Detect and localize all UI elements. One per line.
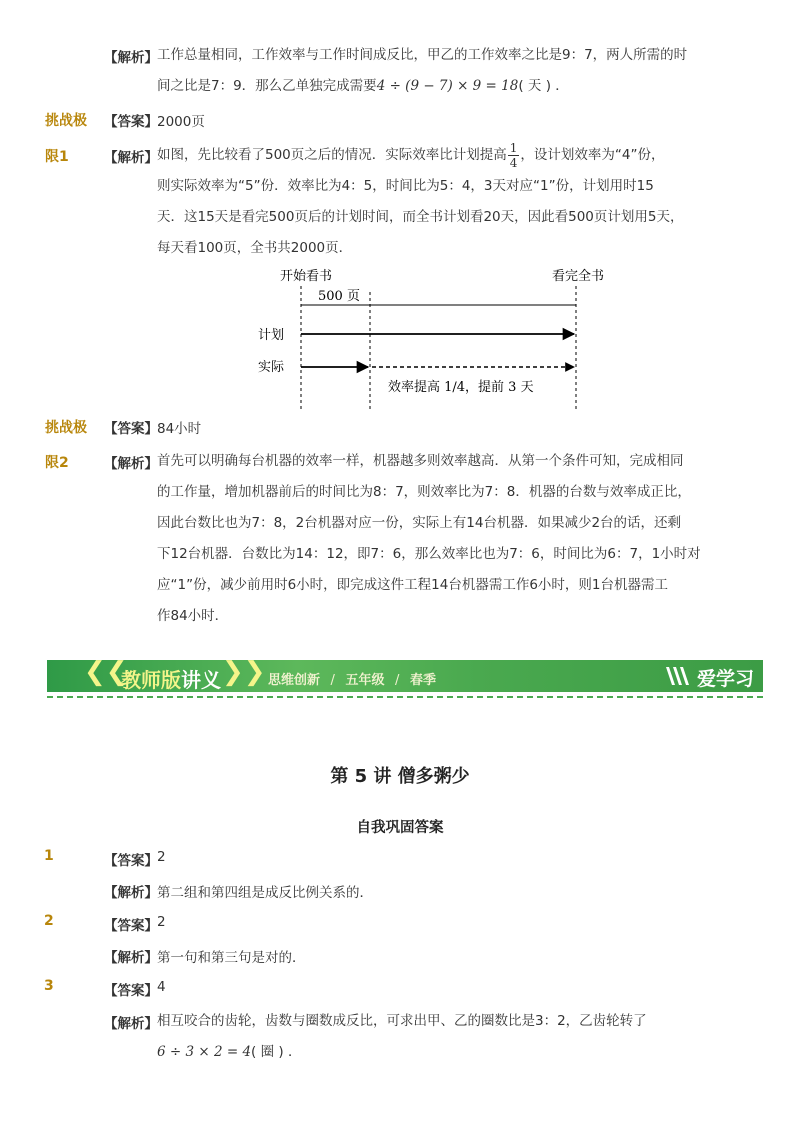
chevron-left-icon: ❮❮ bbox=[84, 657, 128, 687]
level-label-sub: 限2 bbox=[45, 455, 69, 471]
answer-value: 2000页 bbox=[157, 114, 205, 130]
analysis-line: 则实际效率为“5”份．效率比为4：5，时间比为5：4，3天对应“1”份，计划用时15 bbox=[157, 178, 654, 194]
analysis-line: 相互咬合的齿轮，齿数与圈数成反比，可求出甲、乙的圈数比是3：2，乙齿轮转了 bbox=[157, 1013, 647, 1029]
item-number: 1 bbox=[44, 848, 54, 864]
answer-tag: 【答案】 bbox=[104, 983, 158, 999]
answer-value: 84小时 bbox=[157, 421, 202, 437]
analysis-line-text: ，设计划效率为“4”份， bbox=[520, 147, 665, 163]
analysis-tag: 【解析】 bbox=[104, 150, 158, 166]
chevron-right-icon: ❯❯ bbox=[222, 657, 266, 687]
lecture-title: 第 5 讲 僧多粥少 bbox=[330, 766, 470, 787]
analysis-tag: 【解析】 bbox=[104, 950, 158, 966]
analysis-line: 下12台机器．台数比为14：12，即7：6，那么效率比也为7：6，时间比为6：7，1小时对 bbox=[157, 546, 701, 562]
analysis-text: 第一句和第三句是对的． bbox=[157, 950, 306, 966]
start-label: 开始看书 bbox=[280, 269, 333, 284]
analysis-math: 6 ÷ 3 × 2 = 4 bbox=[157, 1044, 252, 1060]
answer-value: 2 bbox=[157, 914, 166, 930]
banner-sub-course: 思维创新 bbox=[268, 673, 321, 688]
reading-plan-diagram bbox=[250, 262, 620, 414]
analysis-math-unit: ( 圈 ) ． bbox=[251, 1044, 302, 1060]
banner-title bbox=[121, 664, 221, 693]
banner-title-lead: 教师版 bbox=[121, 668, 181, 692]
answer-tag: 【答案】 bbox=[104, 114, 158, 130]
banner-divider bbox=[47, 696, 763, 698]
answer-value: 4 bbox=[157, 979, 166, 995]
item-number: 3 bbox=[44, 978, 54, 994]
plan-label: 计划 bbox=[258, 328, 285, 343]
banner-separator: / bbox=[330, 673, 335, 688]
banner-subtitle bbox=[268, 669, 436, 688]
analysis-line: 首先可以明确每台机器的效率一样，机器越多则效率越高．从第一个条件可知，完成相同 bbox=[157, 453, 684, 469]
analysis-text bbox=[157, 446, 701, 632]
analysis-math-unit: ( 天 ) ． bbox=[518, 78, 569, 94]
analysis-line-text: 间之比是7：9．那么乙单独完成需要 bbox=[157, 78, 377, 94]
analysis-tag: 【解析】 bbox=[104, 50, 158, 66]
analysis-line: 的工作量，增加机器前后的时间比为8：7，则效率比为7：8．机器的台数与效率成正比， bbox=[157, 484, 691, 500]
analysis-tag: 【解析】 bbox=[104, 1016, 158, 1032]
analysis-text: 第二组和第四组是成反比例关系的． bbox=[157, 885, 373, 901]
fraction-denominator: 4 bbox=[509, 155, 518, 170]
analysis-text bbox=[157, 40, 687, 102]
analysis-text bbox=[157, 1006, 647, 1068]
analysis-line: 每天看100页，全书共2000页． bbox=[157, 240, 353, 256]
logo-text: 爱学习 bbox=[697, 668, 755, 690]
analysis-text bbox=[157, 140, 683, 264]
level-label-sub: 限1 bbox=[45, 149, 69, 165]
actual-label: 实际 bbox=[258, 360, 285, 375]
answer-value: 2 bbox=[157, 849, 166, 865]
banner-title-rest: 讲义 bbox=[181, 668, 221, 692]
analysis-line bbox=[157, 1037, 647, 1068]
analysis-tag: 【解析】 bbox=[104, 456, 158, 472]
analysis-line-text: 如图，先比较看了500页之后的情况．实际效率比计划提高 bbox=[157, 147, 507, 163]
section-subtitle: 自我巩固答案 bbox=[356, 820, 444, 836]
analysis-line: 天．这15天是看完500页后的计划时间，而全书计划看20天，因此看500页计划用5天， bbox=[157, 209, 684, 225]
banner-sub-season: 春季 bbox=[409, 673, 436, 688]
level-label: 挑战极 bbox=[45, 420, 87, 436]
analysis-math: 4 ÷ (9 − 7) × 9 = 18 bbox=[376, 78, 519, 94]
logo-icon bbox=[664, 665, 694, 687]
answer-tag: 【答案】 bbox=[104, 853, 158, 869]
banner-sub-grade: 五年级 bbox=[345, 673, 385, 688]
diagram-note: 效率提高 1/4，提前 3 天 bbox=[388, 380, 534, 395]
analysis-line: 应“1”份，减少前用时6小时，即完成这件工程14台机器需工作6小时，则1台机器需工 bbox=[157, 577, 669, 593]
fraction-numerator: 1 bbox=[509, 140, 518, 155]
level-label: 挑战极 bbox=[45, 113, 87, 129]
item-number: 2 bbox=[44, 913, 54, 929]
analysis-line: 因此台数比也为7：8，2台机器对应一份，实际上有14台机器．如果减少2台的话，还剩 bbox=[157, 515, 682, 531]
analysis-line bbox=[157, 140, 683, 171]
answer-tag: 【答案】 bbox=[104, 421, 158, 437]
analysis-line: 工作总量相同，工作效率与工作时间成反比，甲乙的工作效率之比是9：7，两人所需的时 bbox=[157, 47, 688, 63]
end-label: 看完全书 bbox=[552, 269, 605, 284]
banner-separator: / bbox=[395, 673, 400, 688]
analysis-line bbox=[157, 71, 687, 102]
analysis-line: 作84小时． bbox=[157, 608, 229, 624]
pages-label: 500 页 bbox=[318, 289, 360, 304]
analysis-tag: 【解析】 bbox=[104, 885, 158, 901]
fraction bbox=[508, 141, 520, 170]
answer-tag: 【答案】 bbox=[104, 918, 158, 934]
